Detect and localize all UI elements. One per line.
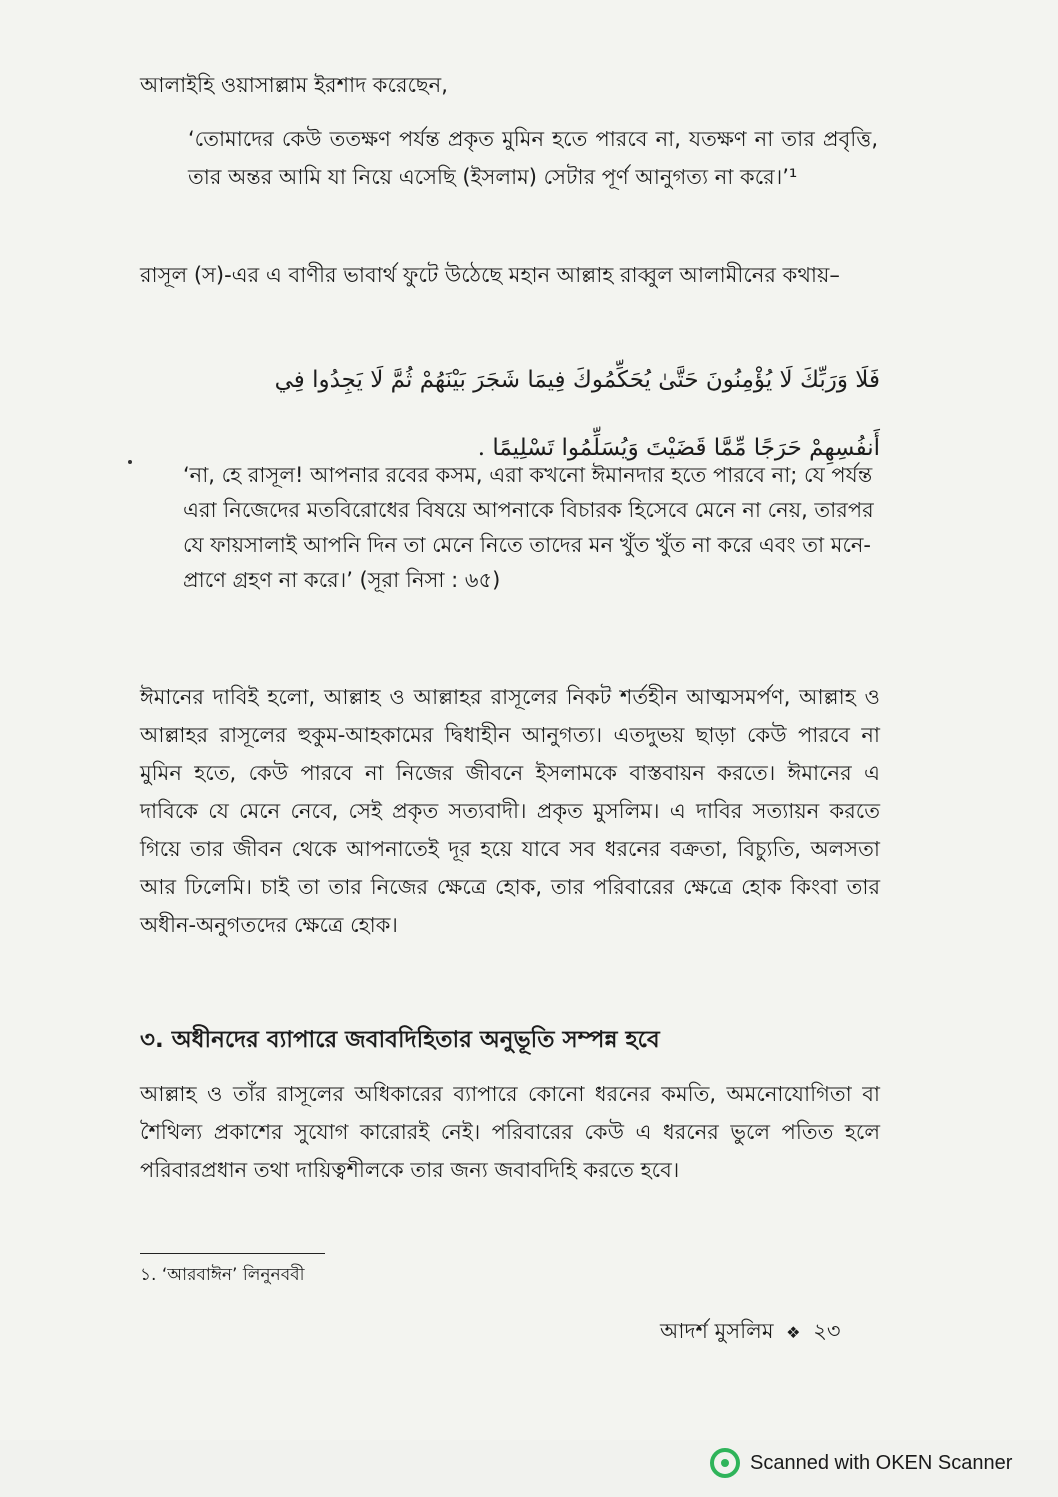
hadith-quote: ‘তোমাদের কেউ ততক্ষণ পর্যন্ত প্রকৃত মুমিন হতে পারবে না, যতক্ষণ না তার প্রবৃত্তি, তার অন্তর আমি যা নিয়ে এসেছি (ইসলাম) সেটার পূর্ণ আনুগত্য না করে।’¹ [188, 127, 878, 189]
paragraph-1: রাসূল (স)-এর এ বাণীর ভাবার্থ ফুটে উঠেছে মহান আল্লাহ রাব্বুল আলামীনের কথায়– [140, 263, 840, 287]
section-heading: ৩. অধীনদের ব্যাপারে জবাবদিহিতার অনুভূতি সম্পন্ন হবে [140, 1027, 660, 1053]
arabic-verse-line-1: فَلَا وَرَبِّكَ لَا يُؤْمِنُونَ حَتَّىٰ يُحَكِّمُوكَ فِيمَا شَجَرَ بَيْنَهُمْ ثُمَّ لَا يَجِدُوا فِي [274, 367, 880, 393]
oken-logo-icon [710, 1448, 740, 1478]
intro-line: আলাইহি ওয়াসাল্লাম ইরশাদ করেছেন, [140, 73, 448, 97]
book-title: আদর্শ মুসলিম [660, 1319, 774, 1343]
scanner-badge-text: Scanned with OKEN Scanner [750, 1451, 1013, 1474]
diamond-ornament-icon: ❖ [786, 1323, 801, 1342]
paragraph-2: ঈমানের দাবিই হলো, আল্লাহ ও আল্লাহর রাসূলের নিকট শর্তহীন আত্মসমর্পণ, আল্লাহ ও আল্লাহর রাসূলের হুকুম-আহকামের দ্বিধাহীন আনুগত্য। এতদুভয় ছাড়া কেউ পারবে না মুমিন হতে, কেউ পারবে না নিজের জীবনে ইসলামকে বাস্তবায়ন করতে। ঈমানের এ দাবিকে যে মেনে নেবে, সেই প্রকৃত সত্যবাদী। প্রকৃত মুসলিম। এ দাবির সত্যায়ন করতে গিয়ে তার জীবন থেকে আপনাতেই দূর হয়ে যাবে সব ধরনের বক্রতা, বিচ্যুতি, অলসতা আর ঢিলেমি। চাই তা তার নিজের ক্ষেত্রে হোক, তার পরিবারের ক্ষেত্রে হোক কিংবা তার অধীন-অনুগতদের ক্ষেত্রে হোক। [140, 685, 880, 937]
footnote-rule [140, 1253, 325, 1254]
quran-translation: ‘না, হে রাসূল! আপনার রবের কসম, এরা কখনো ঈমানদার হতে পারবে না; যে পর্যন্ত এরা নিজেদের মতবিরোধের বিষয়ে আপনাকে বিচারক হিসেবে মেনে না নেয়, তারপর যে ফায়সালাই আপনি দিন তা মেনে নিতে তাদের মন খুঁত খুঁত না করে এবং তা মনে-প্রাণে গ্রহণ না করে।’ (সূরা নিসা : ৬৫) [183, 463, 874, 592]
margin-dot [128, 460, 132, 464]
page-number: ২৩ [813, 1319, 841, 1343]
page-folio [660, 1316, 841, 1348]
footnote: ১. ‘আরবাঈন’ লিনুনববী [140, 1265, 305, 1285]
paragraph-3: আল্লাহ ও তাঁর রাসূলের অধিকারের ব্যাপারে কোনো ধরনের কমতি, অমনোযোগিতা বা শৈথিল্য প্রকাশের সুযোগ কারোরই নেই। পরিবারের কেউ এ ধরনের ভুলে পতিত হলে পরিবারপ্রধান তথা দায়িত্বশীলকে তার জন্য জবাবদিহি করতে হবে। [140, 1082, 880, 1182]
scanner-badge [710, 1443, 1012, 1483]
arabic-verse-line-2: أَنفُسِهِمْ حَرَجًا مِّمَّا قَضَيْتَ وَيُسَلِّمُوا تَسْلِيمًا . [477, 435, 880, 461]
